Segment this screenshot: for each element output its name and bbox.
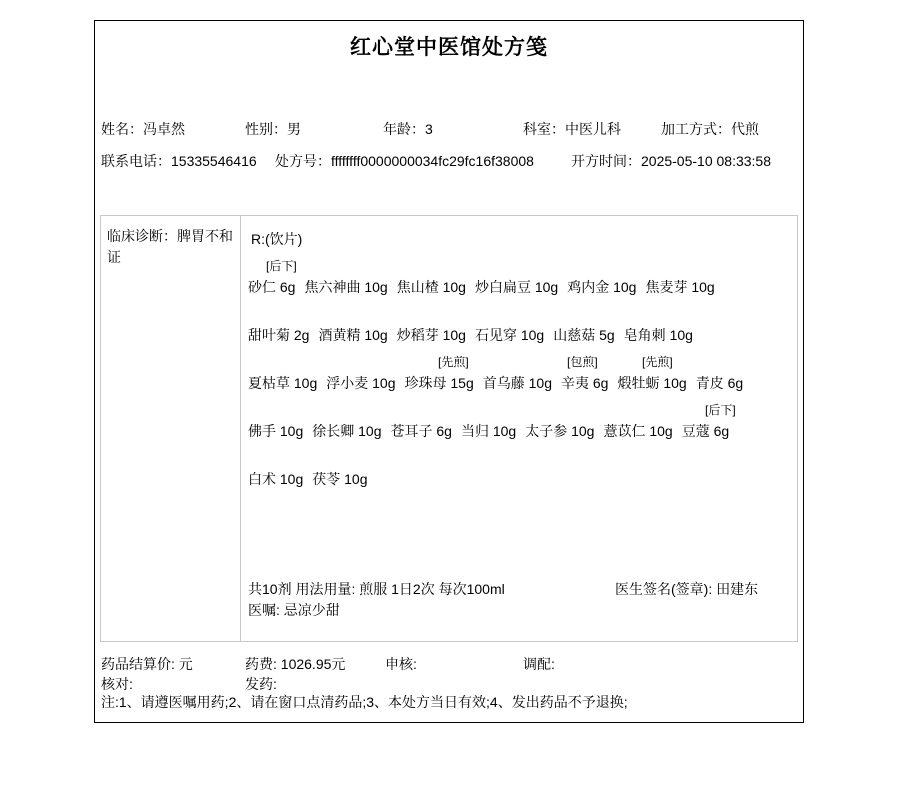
dispense-field: 发药: — [245, 676, 277, 692]
decoct-note-houxia-2: [后下] — [705, 403, 736, 417]
herb-item: 石见穿 10g — [474, 327, 545, 343]
herb-item: 茯苓 10g — [312, 471, 368, 487]
herb-item: 佛手 10g — [248, 423, 304, 439]
herb-item: 皂角刺 10g — [623, 327, 693, 343]
herb-item: 青皮 6g — [695, 375, 744, 391]
patient-gender: 性别：男 — [245, 121, 301, 137]
prescription-sheet — [94, 20, 804, 723]
herb-line — [248, 421, 729, 441]
patient-name: 姓名：冯卓然 — [101, 121, 185, 137]
review-field: 申核: — [385, 656, 417, 672]
herb-item: 甜叶菊 2g — [248, 327, 310, 343]
department: 科室：中医儿科 — [523, 121, 621, 137]
herb-line — [248, 373, 743, 393]
herb-line — [248, 325, 693, 345]
herb-item: 珍珠母 15g — [404, 375, 474, 391]
herb-item: 山慈菇 5g — [553, 327, 615, 343]
prescribe-time: 开方时间：2025-05-10 08:33:58 — [571, 153, 771, 169]
herb-item: 夏枯草 10g — [248, 375, 318, 391]
herb-line — [248, 277, 715, 297]
clinical-diagnosis: 临床诊断：脾胃不和证 — [101, 216, 241, 641]
prescription-box — [100, 215, 798, 642]
medical-advice: 医嘱: 忌凉少甜 — [248, 602, 340, 618]
herb-item: 白术 10g — [248, 471, 304, 487]
herb-item: 辛夷 6g — [561, 375, 609, 391]
document-title: 红心堂中医馆处方笺 — [350, 36, 548, 59]
prescription-no: 处方号：ffffffff0000000034fc29fc16f38008 — [275, 153, 534, 169]
herb-item: 焦麦芽 10g — [645, 279, 715, 295]
herb-item: 煅牡蛎 10g — [617, 375, 687, 391]
check-field: 核对: — [101, 676, 133, 692]
herb-item: 豆蔻 6g — [681, 423, 730, 439]
herb-item: 徐长卿 10g — [312, 423, 382, 439]
settle-price-field: 药品结算价: 元 — [101, 656, 193, 672]
doctor-signature: 医生签名(签章): 田建东 — [615, 581, 759, 597]
rx-content — [241, 216, 797, 641]
herb-item: 炒稻芽 10g — [396, 327, 466, 343]
processing-method: 加工方式：代煎 — [661, 121, 759, 137]
decoct-note-xianjian-1: [先煎] — [438, 355, 469, 369]
patient-age: 年龄：3 — [383, 121, 433, 137]
rx-header: R:(饮片) — [251, 231, 303, 247]
herb-item: 太子参 10g — [525, 423, 595, 439]
footnote: 注:1、请遵医嘱用药;2、请在窗口点清药品;3、本处方当日有效;4、发出药品不予退换; — [101, 694, 628, 710]
decoct-note-houxia-1: [后下] — [266, 259, 297, 273]
herb-item: 炒白扁豆 10g — [474, 279, 559, 295]
decoct-note-baojian: [包煎] — [567, 355, 598, 369]
herb-line — [248, 469, 368, 489]
herb-item: 当归 10g — [460, 423, 517, 439]
herb-item: 焦六神曲 10g — [304, 279, 388, 295]
herb-item: 浮小麦 10g — [326, 375, 396, 391]
herb-item: 焦山楂 10g — [396, 279, 466, 295]
contact-phone: 联系电话：15335546416 — [101, 153, 257, 169]
herb-item: 苍耳子 6g — [390, 423, 452, 439]
herb-item: 薏苡仁 10g — [603, 423, 673, 439]
usage-dosage: 共10剂 用法用量: 煎服 1日2次 每次100ml — [248, 581, 505, 597]
prepare-field: 调配: — [523, 656, 555, 672]
herb-item: 首乌藤 10g — [482, 375, 552, 391]
herb-item: 酒黄精 10g — [318, 327, 388, 343]
herb-item: 鸡内金 10g — [567, 279, 637, 295]
medicine-fee: 药费: 1026.95元 — [245, 656, 346, 672]
decoct-note-xianjian-2: [先煎] — [642, 355, 673, 369]
herb-item: 砂仁 6g — [248, 279, 296, 295]
